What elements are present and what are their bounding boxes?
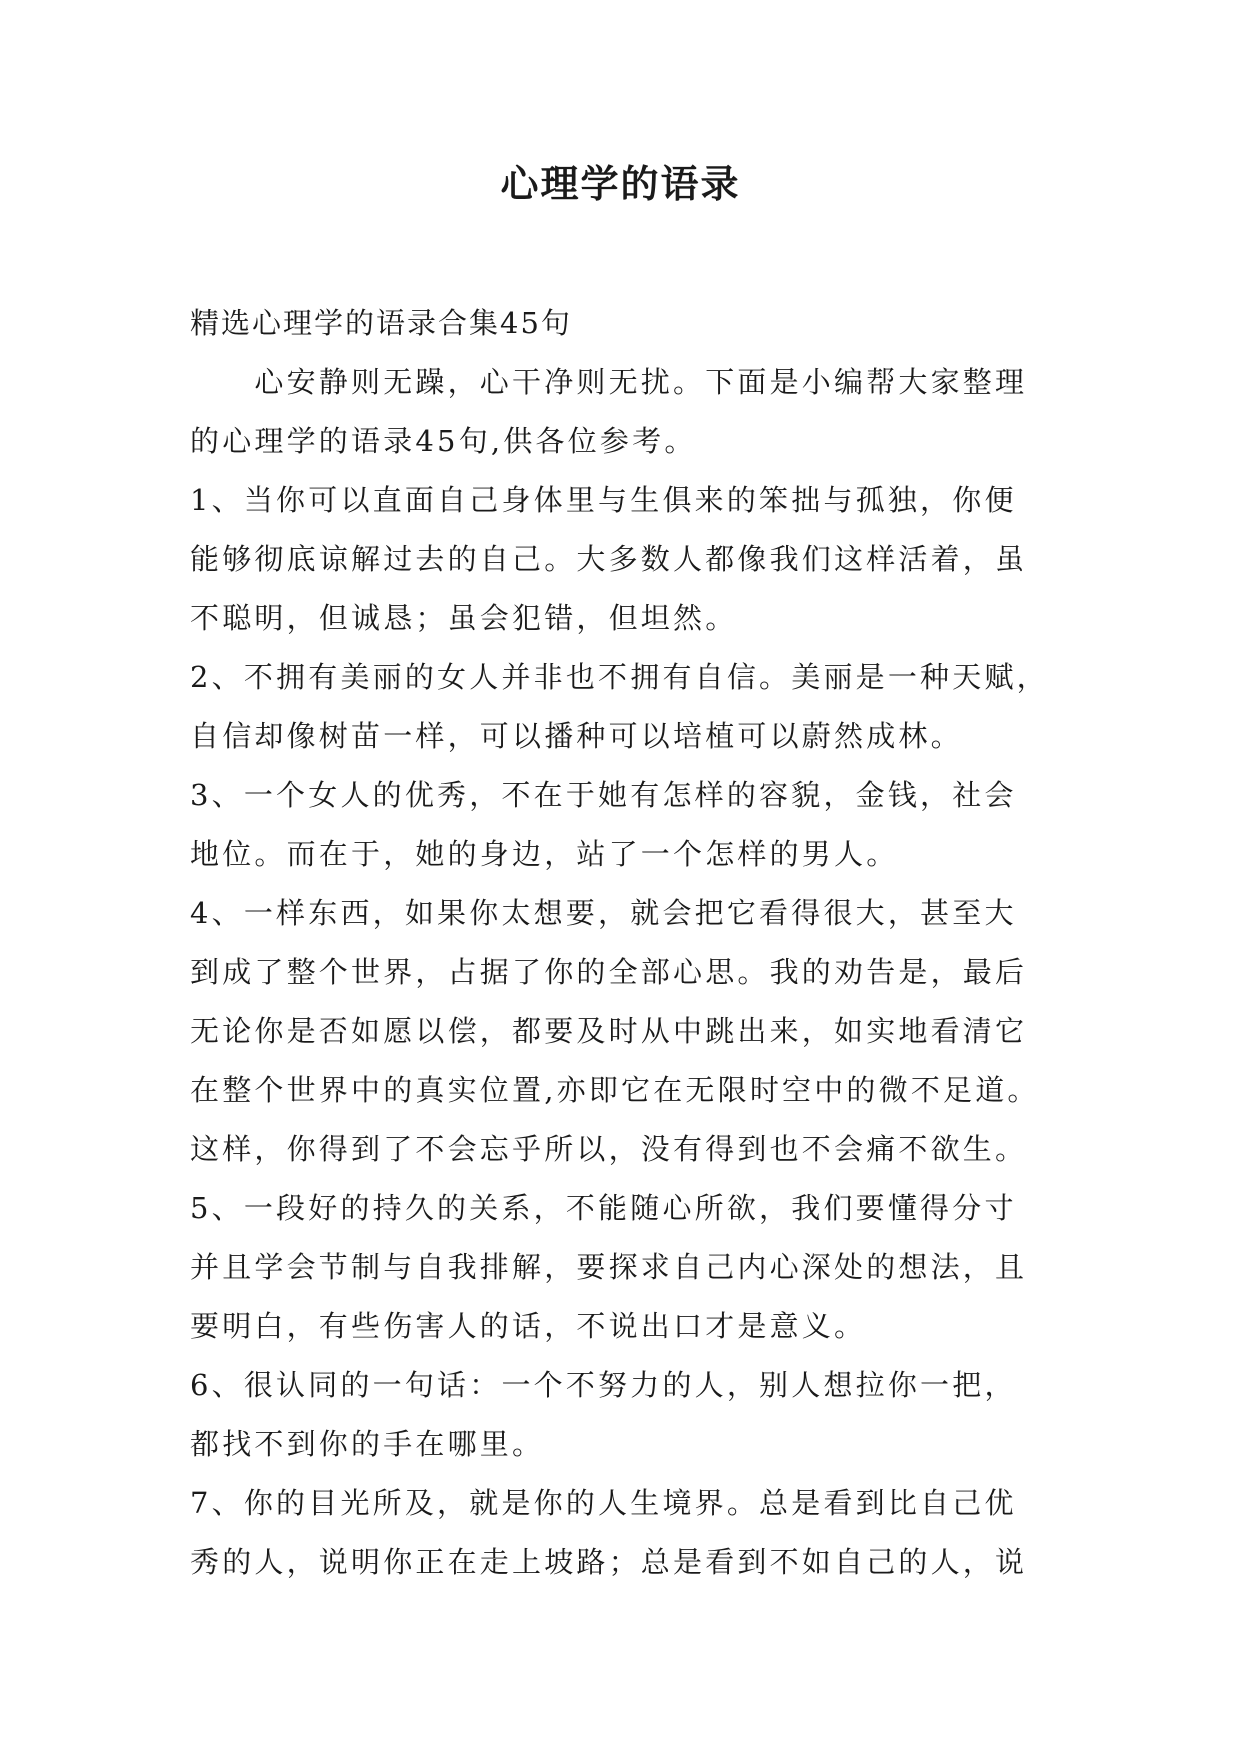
quote-line: 自信却像树苗一样，可以播种可以培植可以蔚然成林。 bbox=[190, 719, 963, 753]
quote-line: 并且学会节制与自我排解，要探求自己内心深处的想法，且 bbox=[190, 1250, 1028, 1284]
quote-line: 7、你的目光所及，就是你的人生境界。总是看到比自己优 bbox=[190, 1486, 1017, 1520]
quote-line: 5、一段好的持久的关系，不能随心所欲，我们要懂得分寸 bbox=[190, 1191, 1017, 1225]
intro-line: 心安静则无躁，心干净则无扰。下面是小编帮大家整理 bbox=[190, 365, 1028, 399]
quote-line: 都找不到你的手在哪里。 bbox=[190, 1427, 545, 1461]
quote-line: 秀的人，说明你正在走上坡路；总是看到不如自己的人，说 bbox=[190, 1545, 1028, 1579]
subtitle-line: 精选心理学的语录合集45句 bbox=[190, 306, 572, 340]
quote-line: 6、很认同的一句话：一个不努力的人，别人想拉你一把， bbox=[190, 1368, 1017, 1402]
quote-line: 无论你是否如愿以偿，都要及时从中跳出来，如实地看清它 bbox=[190, 1014, 1028, 1048]
quote-line: 4、一样东西，如果你太想要，就会把它看得很大，甚至大 bbox=[190, 896, 1017, 930]
quote-line: 地位。而在于，她的身边，站了一个怎样的男人。 bbox=[190, 837, 899, 871]
quote-line: 能够彻底谅解过去的自己。大多数人都像我们这样活着，虽 bbox=[190, 542, 1028, 576]
document-title: 心理学的语录 bbox=[500, 161, 741, 206]
quote-line: 要明白，有些伤害人的话，不说出口才是意义。 bbox=[190, 1309, 867, 1343]
quote-line: 到成了整个世界，占据了你的全部心思。我的劝告是，最后 bbox=[190, 955, 1028, 989]
intro-line: 的心理学的语录45句,供各位参考。 bbox=[190, 424, 697, 458]
quote-line: 3、一个女人的优秀，不在于她有怎样的容貌，金钱，社会 bbox=[190, 778, 1017, 812]
quote-line: 2、不拥有美丽的女人并非也不拥有自信。美丽是一种天赋， bbox=[190, 660, 1049, 694]
quote-line: 不聪明，但诚恳；虽会犯错，但坦然。 bbox=[190, 601, 738, 635]
quote-line: 在整个世界中的真实位置,亦即它在无限时空中的微不足道。 bbox=[190, 1073, 1040, 1107]
quote-line: 这样，你得到了不会忘乎所以，没有得到也不会痛不欲生。 bbox=[190, 1132, 1028, 1166]
quote-line: 1、当你可以直面自己身体里与生俱来的笨拙与孤独，你便 bbox=[190, 483, 1017, 517]
document-body bbox=[190, 294, 1070, 1592]
